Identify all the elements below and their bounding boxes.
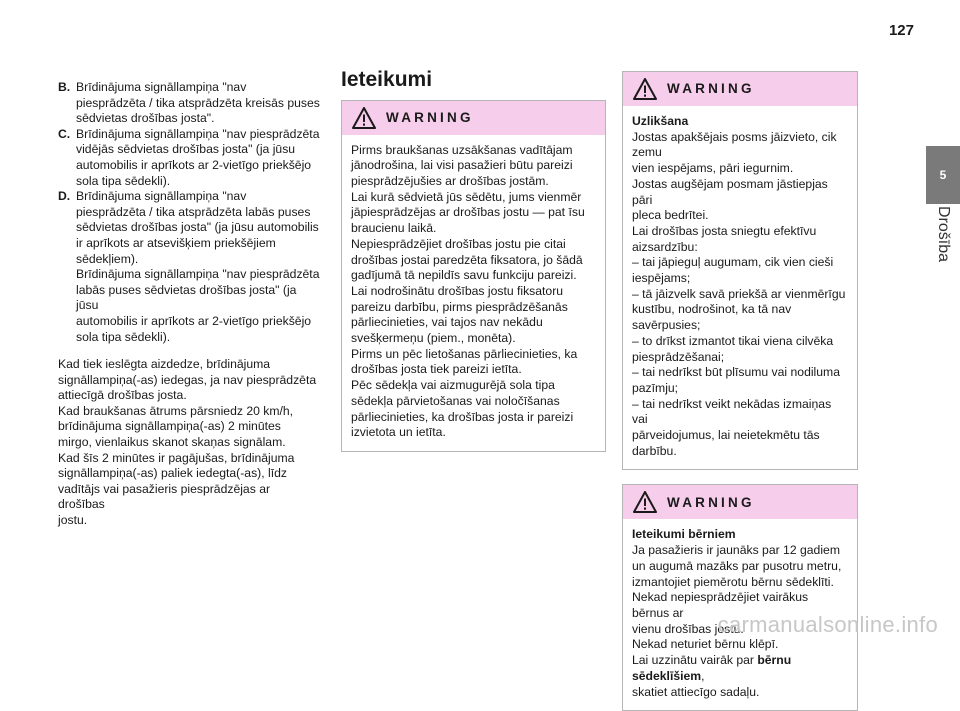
text-line: mirgo, vienlaikus skanot skaņas signālam. xyxy=(58,435,286,450)
chapter-label: Drošība xyxy=(935,206,952,263)
list-item-d xyxy=(58,189,320,345)
text-line: sola tipa sēdekli). xyxy=(76,329,171,344)
text-line: – to drīkst izmantot tikai viena cilvēka xyxy=(632,333,834,348)
warning-heading: Ieteikumi bērniem xyxy=(632,527,736,542)
text-line: Pēc sēdekļa vai aizmugurējā sola tipa xyxy=(351,378,555,393)
text-line: drošības josta tiek pareizi ietīta. xyxy=(351,362,522,377)
text-line: automobilis ir aprīkots ar 2-vietīgo priekšējo xyxy=(76,157,312,172)
text-line: Pirms braukšanas uzsākšanas vadītājam xyxy=(351,142,573,157)
warning-title: WARNING xyxy=(386,109,474,125)
text-line: piesprādzēta / tika atsprādzēta labās puses xyxy=(76,204,311,219)
text-line: vidējās sēdvietas drošības josta" (ja jūsu xyxy=(76,142,296,157)
text-line: Nekad nepiesprādzējiet vairākus bērnus ar xyxy=(632,590,809,620)
text-line: Jostas apakšējais posms jāizvieto, cik zemu xyxy=(632,129,837,160)
warning-box-fitting xyxy=(622,71,858,470)
warning-header xyxy=(623,485,857,519)
text-line: sēdekļiem). xyxy=(76,251,139,266)
text-line: Lai drošības josta sniegtu efektīvu xyxy=(632,223,817,238)
list-letter: D. xyxy=(58,189,71,204)
section-title: Ieteikumi xyxy=(341,68,433,91)
text-line: piesprādzēta / tika atsprādzēta kreisās puses xyxy=(76,95,320,110)
warning-title: WARNING xyxy=(667,494,755,510)
text-line: Kad braukšanas ātrums pārsniedz 20 km/h, xyxy=(58,403,294,418)
text-line: pārliecinieties, ka drošības josta ir pareizi xyxy=(351,409,574,424)
chapter-tab[interactable] xyxy=(926,146,960,204)
text-line: pareizu darbību, pirms piesprādzēšanās xyxy=(351,299,568,314)
list-letter: C. xyxy=(58,126,71,141)
warning-lamp-paragraph xyxy=(58,357,320,529)
text-line: – tai nedrīkst veikt nekādas izmaiņas vai xyxy=(632,396,832,427)
text-line: Pirms un pēc lietošanas pārliecinieties, ka xyxy=(351,346,578,361)
list-text xyxy=(76,127,320,189)
text-line: Lai kurā sēdvietā jūs sēdētu, jums vienmēr xyxy=(351,189,582,204)
text-line: Brīdinājuma signāllampiņa "nav xyxy=(76,80,247,94)
text-line: Nepiesprādzējiet drošības jostu pie citai xyxy=(351,236,566,251)
list-item-b xyxy=(58,80,320,127)
text-line: izvietota un ietīta. xyxy=(351,425,446,440)
text-line: pārliecinieties, vai tajos nav nekādu xyxy=(351,315,543,330)
text-line: pleca bedrītei. xyxy=(632,208,709,223)
text-line: – tai nedrīkst būt plīsumu vai nodiluma xyxy=(632,365,840,380)
text-line: Brīdinājuma signāllampiņa "nav piesprādzēta xyxy=(76,267,320,282)
list-letter: B. xyxy=(58,80,71,94)
text-line: Kad šīs 2 minūtes ir pagājušas, brīdinājuma xyxy=(58,450,295,465)
text-line xyxy=(632,653,848,684)
text-line: – tai jāpieguļ augumam, cik vien cieši xyxy=(632,255,834,270)
warning-text xyxy=(342,135,605,451)
text-line: svešķermeņu (piem., monēta). xyxy=(351,331,516,346)
watermark: carmanualsonline.info xyxy=(717,612,938,637)
warning-text xyxy=(623,106,857,469)
text-line: braucienu laikā. xyxy=(351,221,437,236)
warning-triangle-icon xyxy=(633,78,657,100)
text-line: sēdekļa pārvietošanas vai noločīšanas xyxy=(351,393,560,408)
text-line: pazīmju; xyxy=(632,380,679,395)
text-line: Kad tiek ieslēgta aizdedze, brīdinājuma xyxy=(58,357,271,372)
text-line: un augumā mazāks par pusotru metru, xyxy=(632,558,842,573)
text-line: piesprādzējušies ar drošības jostām. xyxy=(351,174,549,188)
left-column xyxy=(58,80,320,529)
text-line: izmantojiet piemērotu bērnu sēdeklīti. xyxy=(632,574,834,589)
text-line: vadītājs vai pasažieris piesprādzējas ar drošības xyxy=(58,481,271,512)
list-item-c xyxy=(58,127,320,189)
text-line: Lai nodrošinātu drošības jostu fiksatoru xyxy=(351,283,564,298)
page-number: 127 xyxy=(888,22,914,39)
text-line: Nekad neturiet bērnu klēpī. xyxy=(632,637,779,652)
list-text xyxy=(76,80,320,127)
text-line: – tā jāizvelk savā priekšā ar vienmērīgu xyxy=(632,286,846,301)
text-line: sēdvietas drošības josta". xyxy=(76,111,215,126)
text-line: jāpiesprādzējas ar drošības jostu — pat īsu xyxy=(351,205,585,220)
text-line: gadījumā tā nepildīs savu funkciju pareizi. xyxy=(351,268,577,283)
text-line: skatiet attiecīgo sadaļu. xyxy=(632,684,760,699)
child-seats-reference: bērnu sēdeklīšiem xyxy=(632,653,792,683)
text-line: ir aprīkots ar atsevišķiem priekšējiem xyxy=(76,235,276,250)
text-line: jānodrošina, lai visi pasažieri būtu pareizi xyxy=(351,158,573,173)
text-line: kustību, nodrošinot, ka tā nav savērpusies; xyxy=(632,302,792,333)
text-line: Jostas augšējam posmam jāstiepjas pāri xyxy=(632,176,828,207)
text-line: Brīdinājuma signāllampiņa "nav piesprādzēta xyxy=(76,126,320,141)
text-line: signāllampiņa(-as) paliek iedegta(-as), līdz xyxy=(58,466,287,481)
text-line: drošības jostai paredzēta fiksatora, jo šādā xyxy=(351,252,583,267)
warning-title: WARNING xyxy=(667,81,755,97)
warning-header xyxy=(623,72,857,106)
text-line: signāllampiņa(-as) iedegas, ja nav piesprādzēta xyxy=(58,372,317,387)
text-line: Brīdinājuma signāllampiņa "nav xyxy=(76,189,247,204)
middle-column xyxy=(341,68,606,452)
warning-header xyxy=(342,101,605,135)
text-line: jostu. xyxy=(58,513,88,528)
warning-box-children xyxy=(622,484,858,711)
warning-box xyxy=(341,100,606,452)
text-fragment: Lai uzzinātu vairāk par xyxy=(632,653,758,668)
text-line: vienu drošības jostu. xyxy=(632,621,744,636)
text-line: iespējams; xyxy=(632,271,691,286)
list-text xyxy=(76,189,320,345)
text-line: brīdinājuma signāllampiņa(-as) 2 minūtes xyxy=(58,419,281,434)
text-line: labās puses sēdvietas drošības josta" (ja jūsu xyxy=(76,282,297,313)
text-line: sēdvietas drošības josta" (ja jūsu automobilis xyxy=(76,220,319,235)
warning-triangle-icon xyxy=(352,107,376,129)
text-line: aizsardzību: xyxy=(632,239,698,254)
text-fragment: , xyxy=(701,668,705,683)
warning-triangle-icon xyxy=(633,491,657,513)
warning-heading: Uzlikšana xyxy=(632,114,689,128)
text-line: attiecīgā drošības josta. xyxy=(58,388,187,403)
text-line: pārveidojumus, lai neietekmētu tās darbību. xyxy=(632,428,820,458)
text-line: piesprādzēšanai; xyxy=(632,349,725,364)
text-line: Ja pasažieris ir jaunāks par 12 gadiem xyxy=(632,543,840,558)
text-line: sola tipa sēdekli). xyxy=(76,173,171,188)
text-line: vien iespējams, pāri iegurnim. xyxy=(632,161,794,176)
chapter-number: 5 xyxy=(939,168,947,182)
text-line: automobilis ir aprīkots ar 2-vietīgo priekšējo xyxy=(76,313,312,328)
